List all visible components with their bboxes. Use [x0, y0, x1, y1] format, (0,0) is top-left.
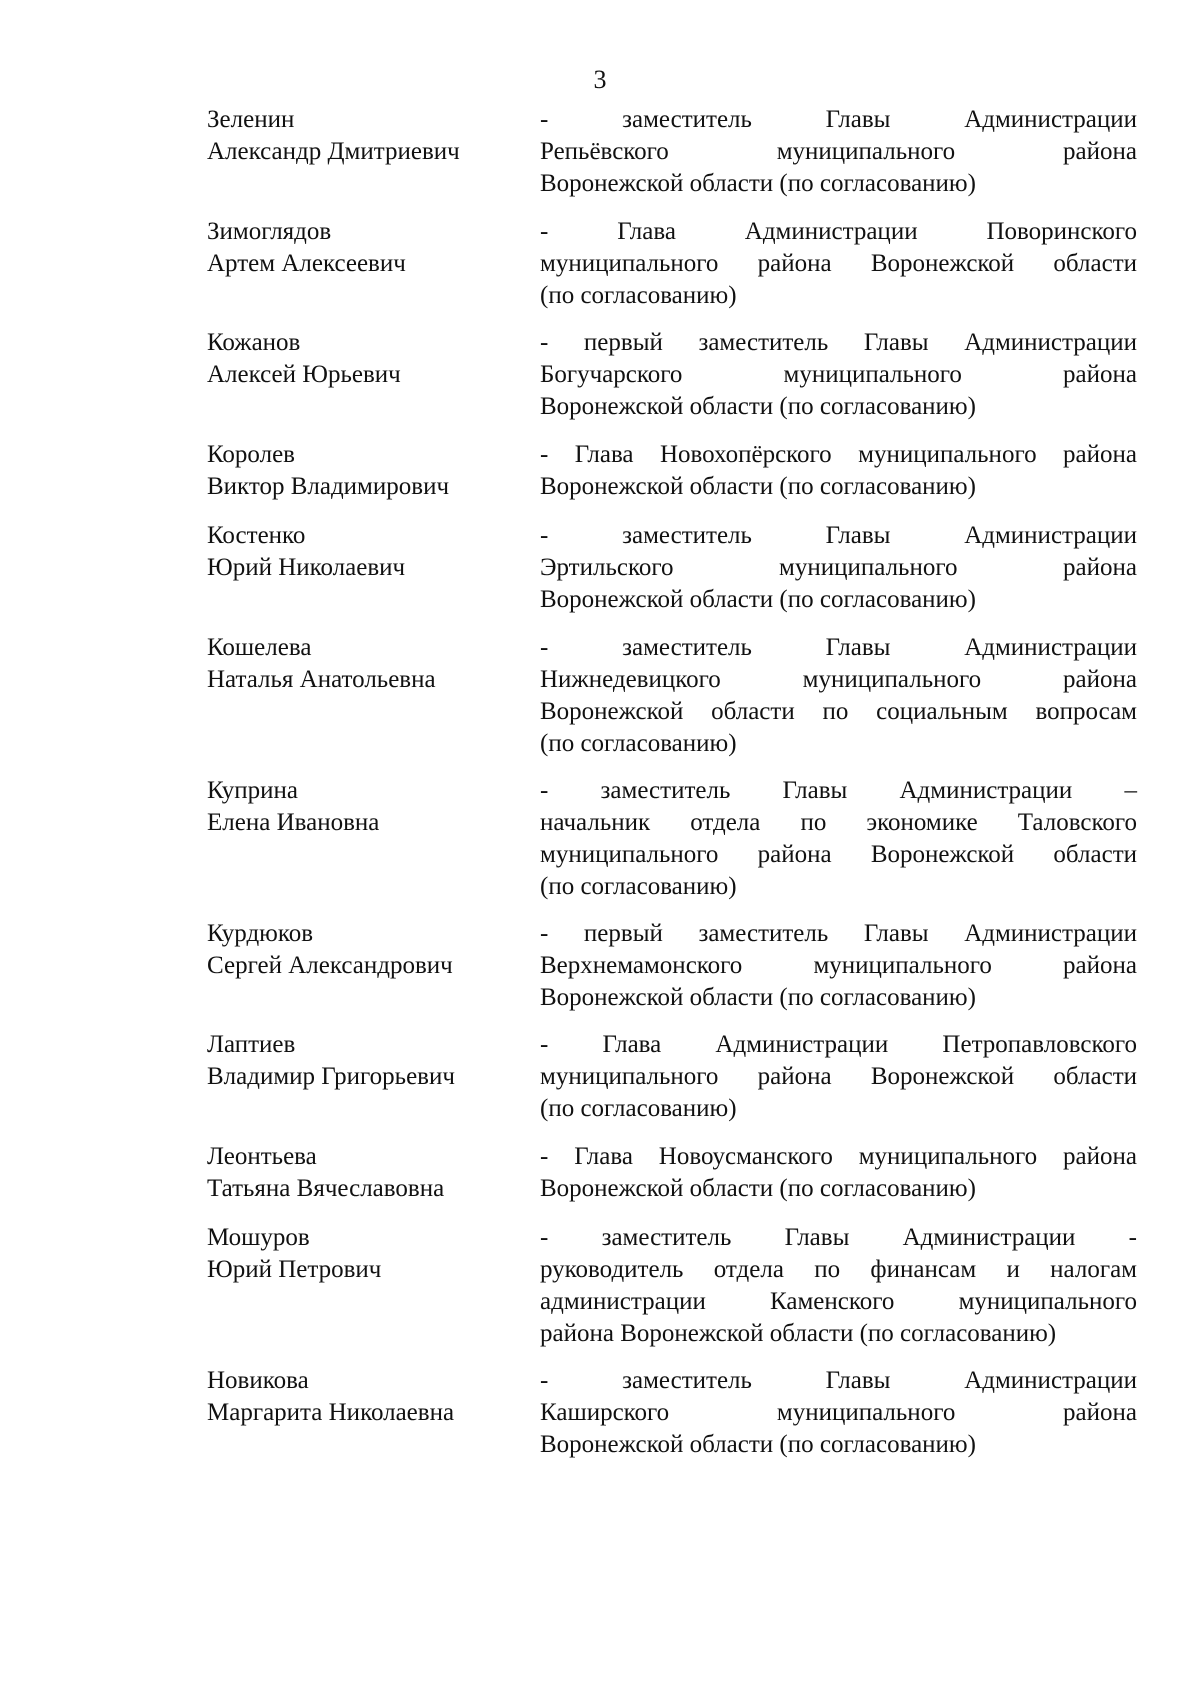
position-line: Верхнемамонского муниципального района: [540, 952, 1137, 979]
member-surname: Зеленин: [207, 106, 295, 133]
position-line: - первый заместитель Главы Администрации: [540, 920, 1137, 947]
member-given-names: Юрий Николаевич: [207, 554, 406, 581]
position-line: Воронежской области (по согласованию): [540, 984, 976, 1011]
position-line: (по согласованию): [540, 1095, 737, 1122]
member-name: [207, 632, 507, 696]
position-line: Воронежской области (по согласованию): [540, 1175, 976, 1202]
member-name: [207, 1222, 507, 1286]
position-line: руководитель отдела по финансам и налогам: [540, 1256, 1137, 1283]
position-line: администрации Каменского муниципального: [540, 1288, 1137, 1315]
member-position: [540, 1222, 1137, 1350]
member-surname: Мошуров: [207, 1224, 310, 1251]
member-position: [540, 632, 1137, 760]
member-position: [540, 520, 1137, 616]
member-surname: Леонтьева: [207, 1143, 317, 1170]
position-line: - заместитель Главы Администрации: [540, 634, 1137, 661]
position-line: - Глава Администрации Поворинского: [540, 218, 1137, 245]
member-name: [207, 1141, 507, 1205]
position-line: - заместитель Главы Администрации: [540, 106, 1137, 133]
position-line: Воронежской области (по согласованию): [540, 473, 976, 500]
position-line: Воронежской области (по согласованию): [540, 170, 976, 197]
member-name: [207, 327, 507, 391]
member-given-names: Юрий Петрович: [207, 1256, 382, 1283]
member-position: [540, 1141, 1137, 1205]
position-line: (по согласованию): [540, 282, 737, 309]
position-line: муниципального района Воронежской области: [540, 250, 1137, 277]
member-surname: Куприна: [207, 777, 299, 804]
member-name: [207, 918, 507, 982]
member-name: [207, 216, 507, 280]
member-position: [540, 439, 1137, 503]
member-position: [540, 104, 1137, 200]
member-surname: Королев: [207, 441, 295, 468]
member-given-names: Владимир Григорьевич: [207, 1063, 455, 1090]
member-position: [540, 775, 1137, 903]
member-surname: Зимоглядов: [207, 218, 332, 245]
position-line: - Глава Новохопёрского муниципального района: [540, 441, 1137, 468]
member-surname: Костенко: [207, 522, 306, 549]
position-line: муниципального района Воронежской области: [540, 1063, 1137, 1090]
member-surname: Кошелева: [207, 634, 312, 661]
member-position: [540, 918, 1137, 1014]
position-line: - Глава Новоусманского муниципального района: [540, 1143, 1137, 1170]
member-name: [207, 1365, 507, 1429]
member-given-names: Виктор Владимирович: [207, 473, 450, 500]
member-given-names: Сергей Александрович: [207, 952, 453, 979]
position-line: района Воронежской области (по согласованию): [540, 1320, 1057, 1347]
position-line: Нижнедевицкого муниципального района: [540, 666, 1137, 693]
position-line: - Глава Администрации Петропавловского: [540, 1031, 1137, 1058]
member-surname: Курдюков: [207, 920, 314, 947]
member-given-names: Елена Ивановна: [207, 809, 380, 836]
position-line: начальник отдела по экономике Таловского: [540, 809, 1137, 836]
position-line: Эртильского муниципального района: [540, 554, 1137, 581]
member-position: [540, 1365, 1137, 1461]
position-line: - заместитель Главы Администрации: [540, 1367, 1137, 1394]
position-line: - заместитель Главы Администрации: [540, 522, 1137, 549]
position-line: Богучарского муниципального района: [540, 361, 1137, 388]
member-given-names: Алексей Юрьевич: [207, 361, 401, 388]
position-line: (по согласованию): [540, 873, 737, 900]
member-position: [540, 216, 1137, 312]
member-given-names: Татьяна Вячеславовна: [207, 1175, 445, 1202]
member-position: [540, 1029, 1137, 1125]
member-position: [540, 327, 1137, 423]
member-name: [207, 439, 507, 503]
member-surname: Новикова: [207, 1367, 309, 1394]
position-line: Воронежской области (по согласованию): [540, 1431, 976, 1458]
member-given-names: Наталья Анатольевна: [207, 666, 436, 693]
member-name: [207, 104, 507, 168]
member-given-names: Маргарита Николаевна: [207, 1399, 455, 1426]
position-line: Репьёвского муниципального района: [540, 138, 1137, 165]
member-surname: Лаптиев: [207, 1031, 296, 1058]
member-given-names: Артем Алексеевич: [207, 250, 406, 277]
member-name: [207, 1029, 507, 1093]
position-line: - заместитель Главы Администрации –: [540, 777, 1137, 804]
position-line: Каширского муниципального района: [540, 1399, 1137, 1426]
position-line: - первый заместитель Главы Администрации: [540, 329, 1137, 356]
position-line: - заместитель Главы Администрации -: [540, 1224, 1137, 1251]
member-given-names: Александр Дмитриевич: [207, 138, 460, 165]
position-line: Воронежской области по социальным вопросам: [540, 698, 1137, 725]
position-line: муниципального района Воронежской области: [540, 841, 1137, 868]
member-surname: Кожанов: [207, 329, 301, 356]
position-line: Воронежской области (по согласованию): [540, 393, 976, 420]
member-name: [207, 520, 507, 584]
position-line: Воронежской области (по согласованию): [540, 586, 976, 613]
position-line: (по согласованию): [540, 730, 737, 757]
page-number: 3: [593, 65, 607, 94]
member-name: [207, 775, 507, 839]
